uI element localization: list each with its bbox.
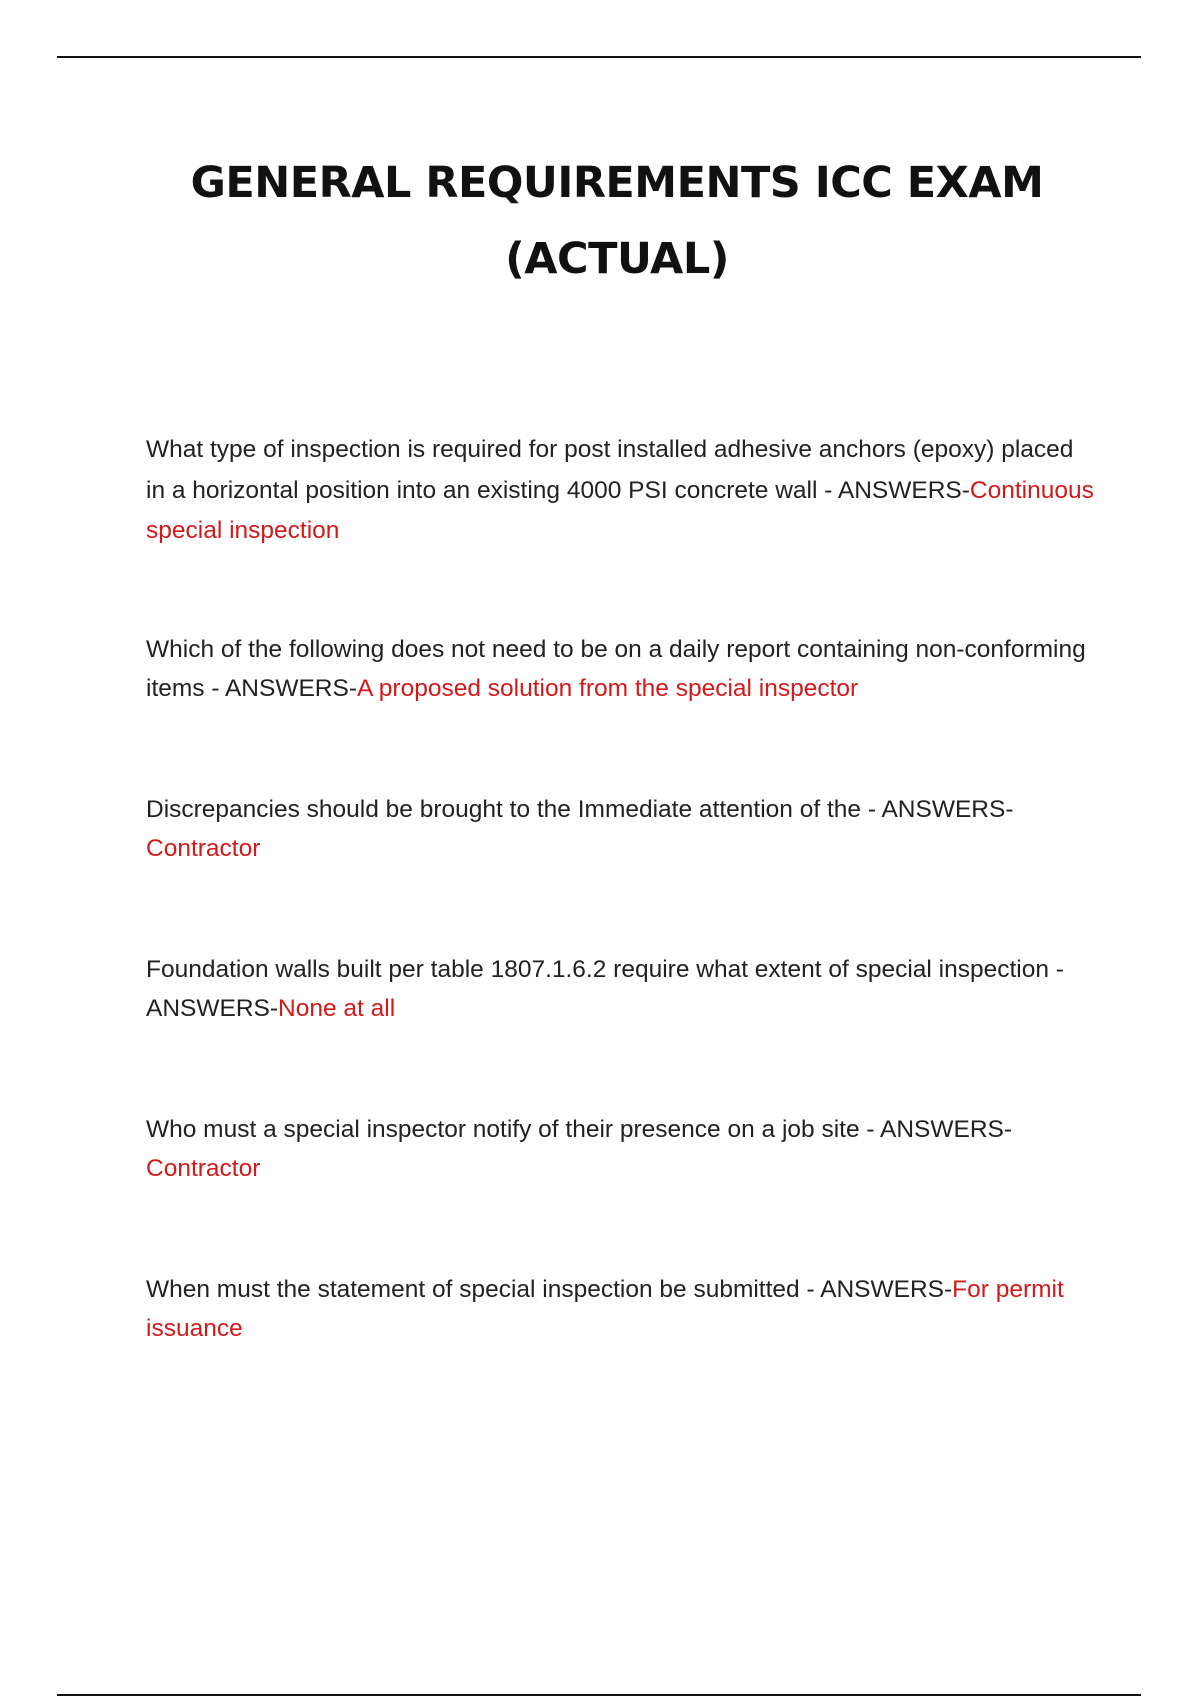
question-text: Discrepancies should be brought to the Immediate attention of the - ANSWERS- bbox=[146, 796, 1014, 823]
answer-text: A proposed solution from the special inspector bbox=[357, 675, 859, 702]
question-text: Which of the following does not need to be on a daily report containing non-conforming items - ANSWERS- bbox=[146, 636, 1086, 702]
qa-item bbox=[146, 1270, 1096, 1348]
answer-text: Contractor bbox=[146, 1155, 261, 1182]
question-text: What type of inspection is required for post installed adhesive anchors (epoxy) placed in a horizontal position into an existing 4000 PSI concrete wall - ANSWERS- bbox=[146, 436, 1074, 504]
title-line-2: (ACTUAL) bbox=[505, 234, 729, 284]
answer-text: Contractor bbox=[146, 835, 261, 862]
qa-item bbox=[146, 790, 1096, 868]
answer-text: Continuous special inspection bbox=[146, 476, 1094, 544]
answer-text: None at all bbox=[278, 995, 396, 1022]
bottom-rule bbox=[57, 1694, 1141, 1696]
qa-item bbox=[146, 430, 1096, 552]
question-text: When must the statement of special inspection be submitted - ANSWERS- bbox=[146, 1276, 953, 1303]
qa-item bbox=[146, 1110, 1096, 1188]
answer-text: For permit issuance bbox=[146, 1276, 1064, 1342]
question-text: Who must a special inspector notify of their presence on a job site - ANSWERS- bbox=[146, 1116, 1013, 1143]
qa-item bbox=[146, 630, 1096, 708]
qa-item bbox=[146, 950, 1096, 1028]
title-line-1: GENERAL REQUIREMENTS ICC EXAM bbox=[190, 158, 1044, 208]
question-text: Foundation walls built per table 1807.1.6.2 require what extent of special inspection - ANSWERS- bbox=[146, 956, 1064, 1022]
